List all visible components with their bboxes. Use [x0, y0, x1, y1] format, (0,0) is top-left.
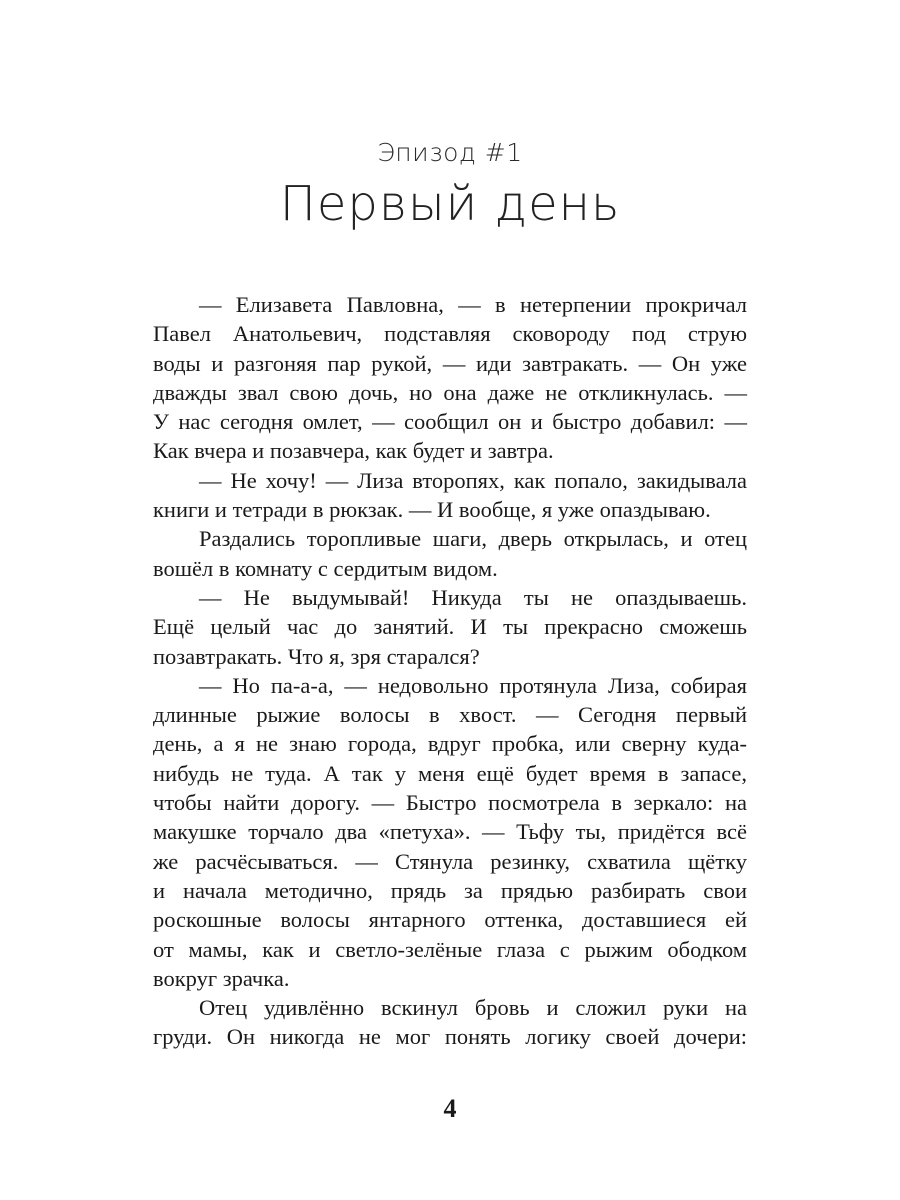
text-line: — Не выдумывай! Никуда ты не опаздываешь.	[199, 584, 747, 610]
paragraph	[153, 524, 747, 583]
page-number: 4	[443, 1094, 457, 1123]
text-line: — Но па-а-а, — недовольно протянула Лиза, собирая	[199, 672, 747, 698]
chapter-episode-label: Эпизод #1	[377, 138, 523, 167]
paragraph	[153, 583, 747, 671]
text-line: книги и тетради в рюкзак. — И вообще, я уже опаздываю.	[153, 497, 711, 523]
text-line: макушке торчало два «петуха». — Тьфу ты, придётся всё	[153, 819, 747, 845]
text-line: роскошные волосы янтарного оттенка, доставшиеся ей	[153, 907, 747, 933]
text-line: Как вчера и позавчера, как будет и завтра.	[153, 438, 554, 464]
text-line: Раздались торопливые шаги, дверь открылась, и отец	[199, 526, 747, 552]
body-text	[153, 290, 747, 1052]
text-line: груди. Он никогда не мог понять логику своей дочери:	[153, 1024, 747, 1050]
text-line: Отец удивлённо вскинул бровь и сложил руки на	[199, 995, 747, 1021]
text-line: дважды звал свою дочь, но она даже не откликнулась. —	[153, 379, 747, 405]
text-line: Павел Анатольевич, подставляя сковороду под струю	[153, 321, 747, 347]
text-line: — Не хочу! — Лиза второпях, как попало, закидывала	[199, 467, 747, 493]
paragraph	[153, 290, 747, 466]
paragraph	[153, 671, 747, 993]
text-line: чтобы найти дорогу. — Быстро посмотрела в зеркало: на	[153, 790, 747, 816]
text-line: день, а я не знаю города, вдруг пробка, или сверну куда-	[153, 731, 747, 757]
text-line: нибудь не туда. А так у меня ещё будет время в запасе,	[153, 760, 747, 786]
text-line: вокруг зрачка.	[153, 965, 290, 991]
text-line: Ещё целый час до занятий. И ты прекрасно сможешь	[153, 614, 747, 640]
text-line: длинные рыжие волосы в хвост. — Сегодня первый	[153, 702, 747, 728]
text-line: позавтракать. Что я, зря старался?	[153, 643, 480, 669]
text-line: же расчёсываться. — Стянула резинку, схватила щётку	[153, 848, 747, 874]
chapter-title: Первый день	[279, 176, 621, 232]
text-line: У нас сегодня омлет, — сообщил он и быстро добавил: —	[153, 409, 747, 435]
text-line: воды и разгоняя пар рукой, — иди завтракать. — Он уже	[153, 350, 747, 376]
text-line: — Елизавета Павловна, — в нетерпении прокричал	[199, 292, 747, 317]
text-line: вошёл в комнату с сердитым видом.	[153, 555, 498, 581]
paragraph	[153, 466, 747, 525]
text-line: и начала методично, прядь за прядью разбирать свои	[153, 877, 747, 903]
paragraph	[153, 993, 747, 1052]
text-line: от мамы, как и светло-зелёные глаза с рыжим ободком	[153, 936, 747, 962]
